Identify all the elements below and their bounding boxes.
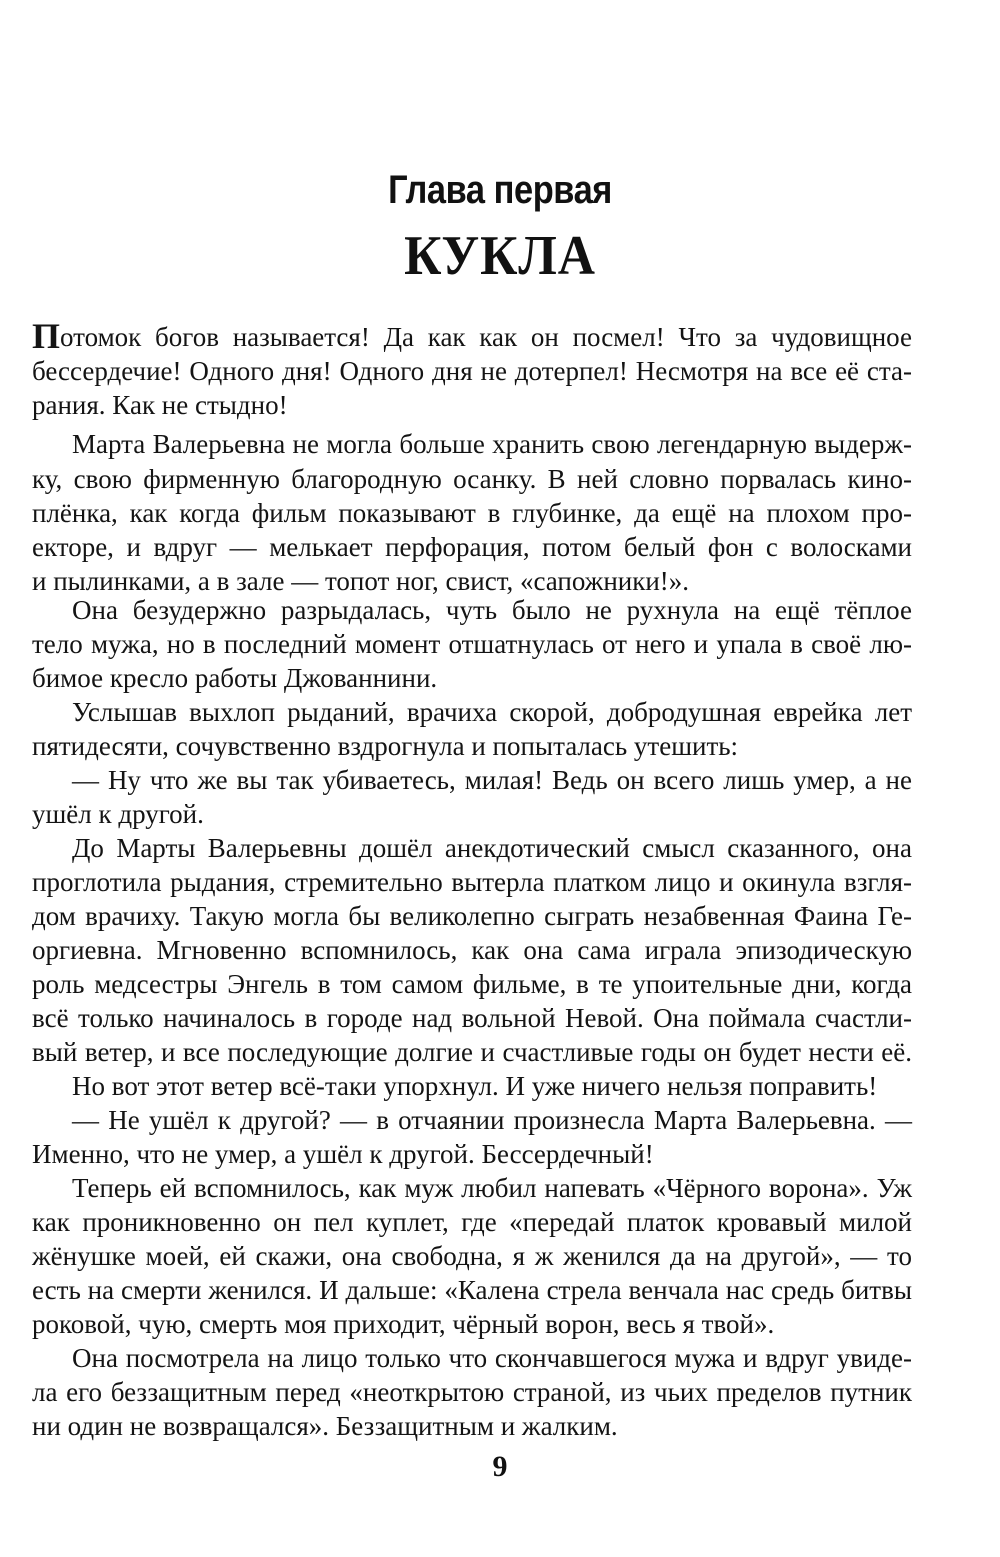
text-line: екторе, и вдруг — мелькает перфорация, потом белый фон с волосками bbox=[32, 532, 912, 562]
text-line: роль медсестры Энгель в том самом фильме, в те упоительные дни, когда bbox=[32, 969, 912, 999]
text-line: До Марты Валерьевны дошёл анекдотический смысл сказанного, она bbox=[72, 833, 912, 863]
text-line: бессердечие! Одного дня! Одного дня не дотерпел! Несмотря на все её ста- bbox=[32, 356, 912, 386]
text-line: Услышав выхлоп рыданий, врачиха скорой, добродушная еврейка лет bbox=[72, 697, 912, 727]
text-line: проглотила рыдания, стремительно вытерла платком лицо и окинула взгля- bbox=[32, 867, 912, 897]
text-line: вый ветер, и все последующие долгие и счастливые годы он будет нести её. bbox=[32, 1037, 912, 1067]
text-line: и пылинками, а в зале — топот ног, свист, «сапожники!». bbox=[32, 566, 690, 596]
text-line: тело мужа, но в последний момент отшатнулась от него и упала в своё лю- bbox=[32, 629, 912, 659]
text-line: пятидесяти, сочувственно вздрогнула и попыталась утешить: bbox=[32, 731, 739, 761]
text-line: Она безудержно разрыдалась, чуть было не рухнула на ещё тёплое bbox=[72, 595, 912, 625]
text-line: Она посмотрела на лицо только что скончавшегося мужа и вдруг увиде- bbox=[72, 1343, 912, 1373]
text-line: есть на смерти женился. И дальше: «Калена стрела венчала нас средь битвы bbox=[32, 1275, 912, 1305]
text-line: Именно, что не умер, а ушёл к другой. Бессердечный! bbox=[32, 1139, 654, 1169]
text-line: бимое кресло работы Джованнини. bbox=[32, 663, 438, 693]
text-line: — Ну что же вы так убиваетесь, милая! Ведь он всего лишь умер, а не bbox=[72, 765, 912, 795]
chapter-label: Глава первая bbox=[388, 168, 612, 212]
text-line bbox=[32, 318, 912, 356]
drop-cap: П bbox=[32, 316, 61, 356]
text-line: рания. Как не стыдно! bbox=[32, 390, 288, 420]
text-line: всё только начиналось в городе над вольной Невой. Она поймала счастли- bbox=[32, 1003, 912, 1033]
page-number: 9 bbox=[492, 1450, 508, 1483]
text-line: жёнушке моей, ей скажи, она свободна, я ж женился да на другой», — то bbox=[32, 1241, 912, 1271]
text-line: ла его беззащитным перед «неоткрытою страной, из чьих пределов путник bbox=[32, 1377, 912, 1407]
text-line: плёнка, как когда фильм показывают в глубинке, да ещё на плохом про- bbox=[32, 498, 912, 528]
text-line: Марта Валерьевна не могла больше хранить свою легендарную выдерж- bbox=[72, 429, 912, 459]
text-line-content: отомок богов называется! Да как как он посмел! Что за чудовищное bbox=[60, 322, 912, 352]
text-line: роковой, чую, смерть моя приходит, чёрный ворон, весь я твой». bbox=[32, 1309, 775, 1339]
text-line: Но вот этот ветер всё-таки упорхнул. И уже ничего нельзя поправить! bbox=[72, 1071, 878, 1101]
text-line: оргиевна. Мгновенно вспомнилось, как она сама играла эпизодическую bbox=[32, 935, 912, 965]
text-line: как проникновенно он пел куплет, где «передай платок кровавый милой bbox=[32, 1207, 912, 1237]
text-line: ни один не возвращался». Беззащитным и жалким. bbox=[32, 1411, 618, 1441]
text-line: дом врачиху. Такую могла бы великолепно сыграть незабвенная Фаина Ге- bbox=[32, 901, 912, 931]
text-line: ку, свою фирменную благородную осанку. В ней словно порвалась кино- bbox=[32, 464, 912, 494]
text-line: ушёл к другой. bbox=[32, 799, 204, 829]
text-line: Теперь ей вспомнилось, как муж любил напевать «Чёрного ворона». Уж bbox=[72, 1173, 912, 1203]
text-line: — Не ушёл к другой? — в отчаянии произнесла Марта Валерьевна. — bbox=[72, 1105, 912, 1135]
chapter-title: КУКЛА bbox=[404, 225, 596, 287]
